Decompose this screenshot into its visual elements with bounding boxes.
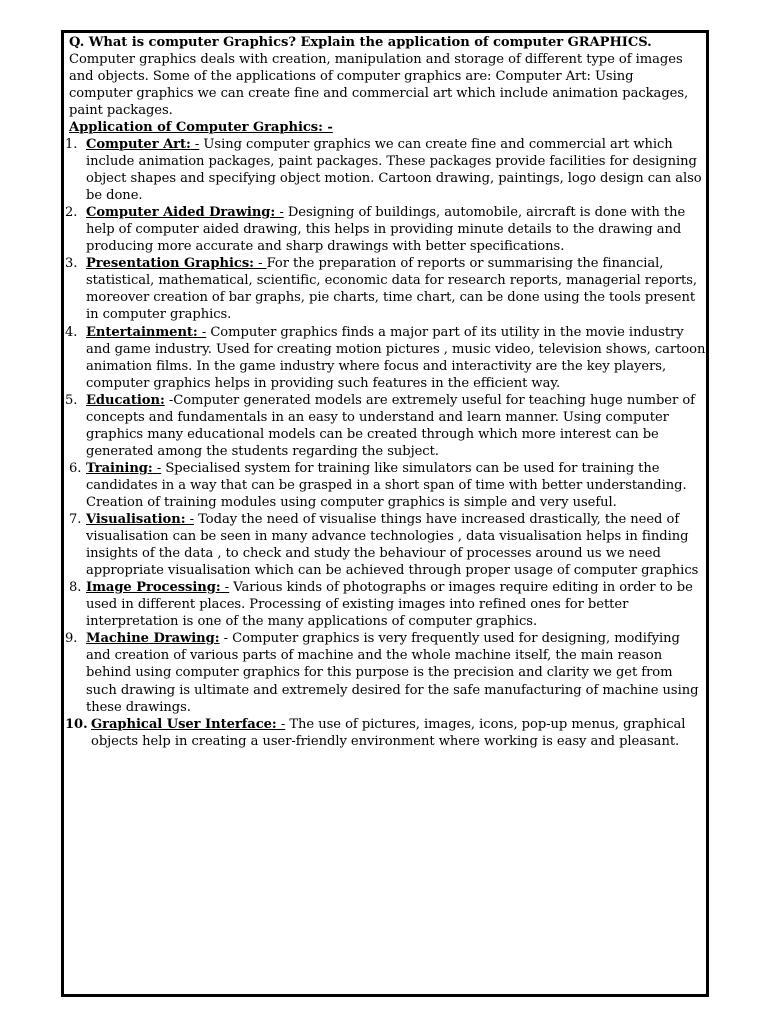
intro-paragraph: Computer graphics deals with creation, manipulation and storage of different type of images and objects. Some of the applications of computer graphics are: Computer Art: Using computer graphics we can create fine and commercial art which include animation packages, paint packages. bbox=[69, 52, 689, 119]
item-title: Entertainment: bbox=[86, 324, 198, 340]
item-number: 10. bbox=[65, 716, 88, 732]
list-item bbox=[0, 511, 768, 579]
item-number: 3. bbox=[65, 256, 78, 272]
item-separator: - bbox=[220, 580, 230, 596]
item-number: 4. bbox=[65, 324, 78, 340]
item-text: Computer graphics finds a major part of its utility in the movie industry and game industry. Used for creating motion pictures , music video, television shows, cartoon animation films. In the game industry where focus and interactivity are the key players, computer graphics helps in providing such features in the efficient way. bbox=[86, 324, 706, 391]
item-separator: - bbox=[276, 716, 286, 732]
item-title: Image Processing: bbox=[86, 580, 221, 596]
list-item bbox=[0, 630, 768, 715]
list-item bbox=[0, 460, 768, 511]
item-text: Today the need of visualise things have increased drastically, the need of visualisation can be seen in many advance technologies , data visualisation helps in finding insights of the data , to check and study the behaviour of processes around us we need appropriate visualisation which can be achieved through proper usage of computer graphics bbox=[86, 512, 699, 579]
item-number: 6. bbox=[69, 460, 82, 476]
applications-list bbox=[0, 136, 768, 750]
list-item bbox=[0, 324, 768, 392]
item-title: Graphical User Interface: bbox=[91, 716, 277, 732]
item-text: Various kinds of photographs or images require editing in order to be used in different places. Processing of existing images into refined ones for better interpretation is one of the many applications of computer graphics. bbox=[86, 580, 693, 630]
list-item bbox=[0, 255, 768, 323]
applications-heading: Application of Computer Graphics: - bbox=[69, 120, 333, 135]
item-text: Designing of buildings, automobile, aircraft is done with the help of computer aided drawing, this helps in providing minute details to the drawing and producing more accurate and sharp drawings with better specifications. bbox=[86, 205, 686, 255]
item-title: Training: bbox=[86, 460, 153, 476]
item-text: Specialised system for training like simulators can be used for training the candidates in a way that can be grasped in a short span of time with better understanding. Creation of training modules using computer graphics is simple and very useful. bbox=[86, 460, 687, 510]
list-item bbox=[0, 579, 768, 630]
list-item bbox=[0, 136, 768, 204]
item-number: 8. bbox=[69, 580, 82, 596]
item-number: 7. bbox=[69, 512, 82, 528]
question-block bbox=[69, 34, 709, 119]
item-separator: - bbox=[275, 205, 284, 221]
item-number: 9. bbox=[65, 631, 78, 647]
item-title: Computer Aided Drawing: bbox=[86, 205, 276, 221]
item-separator: - bbox=[197, 324, 207, 340]
list-item bbox=[0, 204, 768, 255]
item-text: -Computer generated models are extremely useful for teaching huge number of concepts and fundamentals in an easy to understand and learn manner. Using computer graphics many educational models can be created through which more interest can be generated among the students regarding the subject. bbox=[86, 392, 695, 459]
item-text: For the preparation of reports or summarising the financial, statistical, mathematical, scientific, economic data for research reports, managerial reports, moreover creation of bar graphs, pie charts, time chart, can be done using the tools present in computer graphics. bbox=[86, 256, 698, 323]
item-separator: - bbox=[185, 512, 194, 528]
item-title: Computer Art: bbox=[86, 137, 191, 152]
item-text: The use of pictures, images, icons, pop-up menus, graphical objects help in creating a user-friendly environment where working is easy and pleasant. bbox=[91, 716, 686, 749]
question-heading: Q. What is computer Graphics? Explain the application of computer GRAPHICS. bbox=[69, 35, 652, 50]
item-separator: - bbox=[152, 460, 162, 476]
item-separator: - bbox=[190, 137, 200, 152]
item-text: - Computer graphics is very frequently used for designing, modifying and creation of various parts of machine and the whole machine itself, the main reason behind using computer graphics for this purpose is the precision and clarity we get from such drawing is ultimate and extremely desired for the safe manufacturing of machine using these drawings. bbox=[86, 631, 699, 715]
item-text: Using computer graphics we can create fine and commercial art which include animation packages, paint packages. These packages provide facilities for designing object shapes and specifying object motion. Cartoon drawing, paintings, logo design can also be done. bbox=[86, 137, 702, 204]
item-title: Education: bbox=[86, 392, 165, 408]
item-separator: - bbox=[253, 256, 267, 272]
item-title: Machine Drawing: bbox=[86, 631, 220, 647]
list-item bbox=[0, 392, 768, 460]
list-item bbox=[0, 716, 768, 750]
item-number: 2. bbox=[65, 205, 78, 221]
item-title: Presentation Graphics: bbox=[86, 256, 254, 272]
item-number: 5. bbox=[65, 392, 78, 408]
item-title: Visualisation: bbox=[86, 512, 186, 528]
item-number: 1. bbox=[65, 137, 78, 152]
